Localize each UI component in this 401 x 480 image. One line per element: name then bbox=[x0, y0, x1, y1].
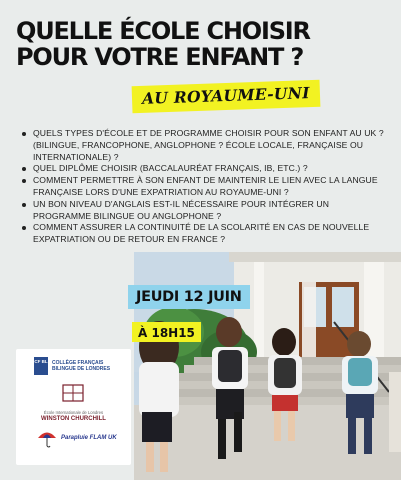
list-item: COMMENT PERMETTRE À SON ENFANT DE MAINTENIR LE LIEN AVEC LA LANGUE FRANÇAISE LORS D'UNE EXPATRIATION AU ROYAUME-UNI ? bbox=[20, 175, 388, 199]
cfbl-mark: CF BL bbox=[34, 357, 48, 375]
event-date: JEUDI 12 JUIN bbox=[136, 289, 242, 305]
question-list bbox=[20, 128, 388, 246]
event-date-badge bbox=[128, 285, 250, 309]
umbrella-icon bbox=[36, 427, 58, 449]
partner-logos bbox=[16, 349, 131, 465]
list-item: COMMENT ASSURER LA CONTINUITÉ DE LA SCOLARITÉ EN CAS DE NOUVELLE EXPATRIATION OU DE RETOUR EN FRANCE ? bbox=[20, 222, 388, 246]
subtitle-badge bbox=[132, 80, 321, 114]
cfbl-name: COLLÈGE FRANÇAIS BILINGUE DE LONDRES bbox=[52, 360, 111, 372]
page-title: QUELLE ÉCOLE CHOISIR POUR VOTRE ENFANT ? bbox=[16, 17, 310, 71]
wc-name: WINSTON CHURCHILL bbox=[41, 416, 106, 422]
wc-logo bbox=[16, 383, 131, 422]
flam-logo bbox=[36, 427, 126, 449]
cfbl-logo bbox=[34, 357, 124, 375]
list-item: UN BON NIVEAU D'ANGLAIS EST-IL NÉCESSAIRE POUR INTÉGRER UN PROGRAMME BILINGUE OU ANGLOPHONE ? bbox=[20, 199, 388, 223]
event-time-badge bbox=[132, 322, 201, 342]
event-time: À 18H15 bbox=[138, 326, 195, 340]
flam-name: Parapluie FLAM UK bbox=[61, 435, 117, 441]
subtitle: AU ROYAUME-UNI bbox=[141, 83, 311, 108]
ecole-name: École Internationale de Londres bbox=[43, 410, 104, 415]
list-item: QUELS TYPES D'ÉCOLE ET DE PROGRAMME CHOISIR POUR SON ENFANT AU UK ? (BILINGUE, FRANCOPHONE, ANGLOPHONE ? ÉCOLE LOCALE, FRANÇAISE OU INTERNATIONALE) ? bbox=[20, 128, 388, 163]
school-crest-icon bbox=[16, 383, 131, 405]
list-item: QUEL DIPLÔME CHOISIR (BACCALAURÉAT FRANÇAIS, IB, ETC.) ? bbox=[20, 163, 388, 175]
